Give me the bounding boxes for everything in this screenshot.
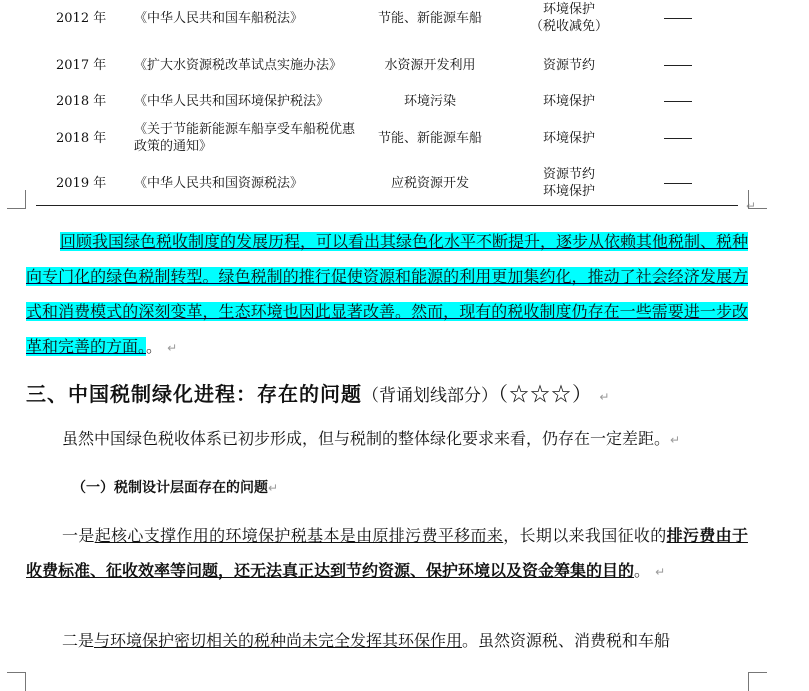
highlighted-text: 回顾我国绿色税收制度的发展历程，可以看出其绿色化水平不断提升，逐步从依赖其他税制、税种向专门化的绿色税制转型。绿色税制的推行促使资源和能源的利用更加集约化，推动了社会经济发展方式和消费模式的深刻变革，生态环境也因此显著改善。然而，现有的税收制度仍存在一些需要进一步改革和完善的方面。: [26, 232, 749, 356]
table-cell-goal: 环境保护: [542, 93, 595, 109]
intro-paragraph: [26, 421, 748, 458]
table-cell-area: 水资源开发利用: [384, 57, 476, 73]
dash-mark: [664, 65, 692, 66]
table-cell-year: 2018 年: [56, 93, 107, 109]
table-cell-area: 节能、新能源车船: [377, 130, 482, 146]
paragraph-mark: ↵: [655, 565, 666, 579]
table-cell-goal: 环境保护 （税收减免）: [529, 2, 608, 34]
point-two-prefix: 二是: [62, 631, 95, 650]
intro-text: 虽然中国绿色税收体系已初步形成，但与税制的整体绿化要求来看，仍存在一定差距。: [62, 429, 671, 448]
crop-mark: [7, 672, 26, 691]
dash-mark: [664, 101, 692, 102]
table-cell-empty: [664, 164, 698, 202]
table-cell-year: 2017 年: [56, 57, 107, 73]
dash-mark: [664, 183, 692, 184]
table-cell-year: 2012 年: [56, 10, 107, 26]
table-row: [36, 0, 738, 36]
dash-mark: [664, 18, 692, 19]
point-one-end: 。: [634, 561, 651, 580]
table-cell-law: 《中华人民共和国车船税法》: [134, 10, 304, 26]
section-heading: [26, 378, 766, 410]
table-cell-area: 应税资源开发: [390, 175, 469, 191]
table-bottom-rule: [36, 205, 738, 206]
table-row: [36, 90, 738, 112]
table-cell-year: 2018 年: [56, 130, 107, 146]
table-cell-law: 《中华人民共和国资源税法》: [134, 175, 304, 191]
summary-paragraph: [26, 224, 748, 366]
table-cell-goal: 环境保护: [542, 130, 595, 146]
table-cell-empty: [664, 119, 698, 157]
subsection-heading: [72, 476, 278, 500]
crop-mark: [748, 672, 767, 691]
table-cell-goal: 资源节约 环境保护: [542, 167, 595, 199]
table-cell-area: 环境污染: [403, 93, 456, 109]
table-cell-law: 《关于节能新能源车船享受车船税优惠政策的通知》: [134, 122, 356, 154]
table-row: [36, 46, 738, 84]
point-one-paragraph: [26, 518, 748, 590]
table-cell-year: 2019 年: [56, 175, 107, 191]
paragraph-mark: ↵: [167, 341, 178, 355]
paragraph-mark: ↵: [599, 390, 610, 404]
subsection-title: （一）税制设计层面存在的问题: [72, 480, 268, 496]
point-two-rest: 。虽然资源税、消费税和车船: [462, 631, 671, 650]
table-cell-area: 节能、新能源车船: [377, 10, 482, 26]
summary-tail: 。: [146, 337, 163, 356]
crop-mark: [748, 190, 767, 209]
dash-mark: [664, 138, 692, 139]
table-cell-empty: [664, 0, 698, 36]
bold-underlined-text: 排污费由于收费标准、征收效率等问题，还无法真正达到节约资源、保护环境以及资金筹集的目的: [26, 526, 748, 580]
table-cell-empty: [664, 90, 698, 112]
table-cell-law: 《扩大水资源税改革试点实施办法》: [134, 57, 343, 73]
point-one-middle: ，长期以来我国征收的: [503, 526, 667, 545]
underlined-text: 与环境保护密切相关的税种尚未完全发挥其环保作用: [94, 631, 463, 650]
table-row: [36, 119, 738, 157]
point-one-prefix: 一是: [62, 526, 95, 545]
section-note: （背诵划线部分）: [362, 386, 498, 406]
table-cell-empty: [664, 46, 698, 84]
point-two-paragraph: [26, 623, 748, 658]
section-title: 三、中国税制绿化进程：存在的问题: [26, 382, 362, 406]
paragraph-mark: ↵: [670, 433, 681, 447]
paragraph-mark: ↵: [268, 481, 279, 495]
underlined-text: 起核心支撑作用的环境保护税基本是由原排污费平移而来: [94, 526, 504, 545]
table-cell-goal: 资源节约: [542, 57, 595, 73]
crop-mark: [7, 190, 26, 209]
table-row: [36, 164, 738, 202]
paragraph-mark: ↵: [746, 199, 757, 213]
table-cell-law: 《中华人民共和国环境保护税法》: [134, 93, 330, 109]
star-rating: （☆☆☆）: [498, 382, 593, 406]
